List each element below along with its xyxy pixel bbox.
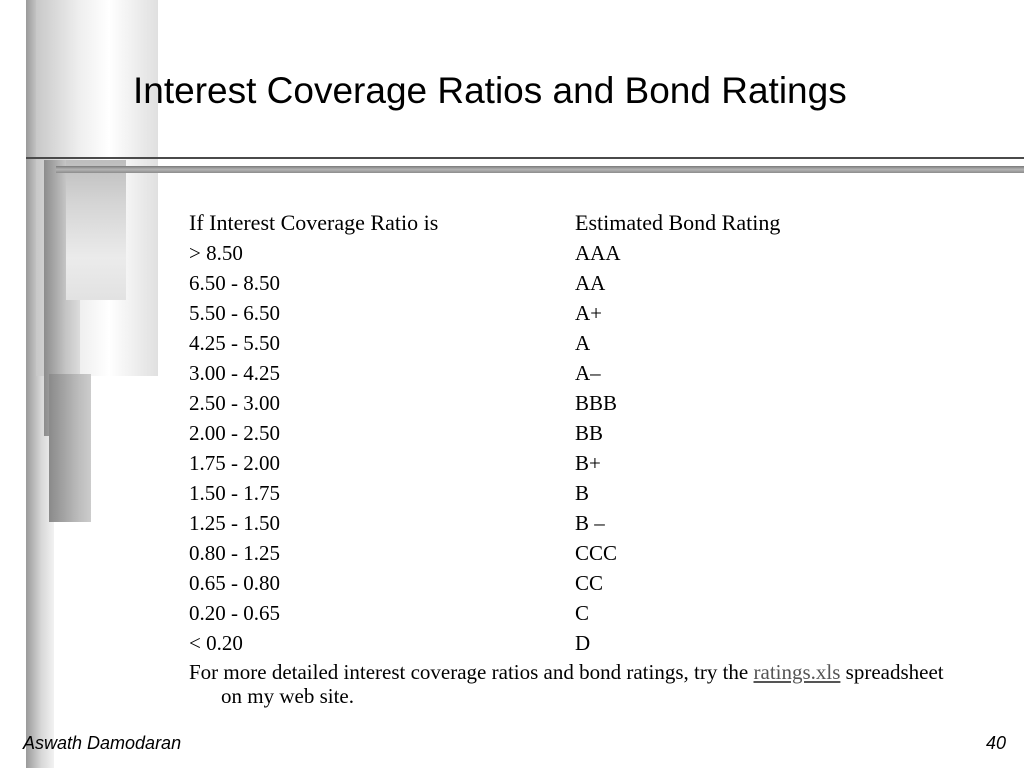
- title-divider-thick: [56, 166, 1024, 173]
- table-row: [189, 268, 989, 298]
- bond-rating: C: [575, 601, 590, 625]
- table-row: [189, 448, 989, 478]
- table-row: [189, 478, 989, 508]
- page-number: 40: [985, 733, 1006, 753]
- bond-rating: A+: [575, 301, 603, 325]
- coverage-range: > 8.50: [189, 241, 243, 265]
- bond-rating: A: [575, 331, 591, 355]
- table-row: [189, 598, 989, 628]
- title-divider: [26, 157, 1024, 159]
- bond-rating: B –: [575, 511, 605, 535]
- bond-rating: CC: [575, 571, 604, 595]
- table-row: [189, 418, 989, 448]
- table-row: [189, 358, 989, 388]
- coverage-range: 4.25 - 5.50: [189, 331, 280, 355]
- coverage-range: 0.20 - 0.65: [189, 601, 280, 625]
- bond-rating: A–: [575, 361, 601, 385]
- bond-rating: CCC: [575, 541, 618, 565]
- bond-rating: BB: [575, 421, 604, 445]
- coverage-range: 5.50 - 6.50: [189, 301, 280, 325]
- table-row: [189, 328, 989, 358]
- table-row: [189, 508, 989, 538]
- decorative-bar: [66, 160, 126, 300]
- coverage-range: 2.00 - 2.50: [189, 421, 280, 445]
- coverage-range: 6.50 - 8.50: [189, 271, 280, 295]
- coverage-range: 2.50 - 3.00: [189, 391, 280, 415]
- table-row: [189, 238, 989, 268]
- footer-author: Aswath Damodaran: [23, 733, 182, 753]
- coverage-range: 1.75 - 2.00: [189, 451, 280, 475]
- slide-title: Interest Coverage Ratios and Bond Ratings: [133, 70, 847, 111]
- bond-rating: AA: [575, 271, 606, 295]
- coverage-range: 1.25 - 1.50: [189, 511, 280, 535]
- bond-rating: B+: [575, 451, 601, 475]
- coverage-range: 0.65 - 0.80: [189, 571, 280, 595]
- ratings-xls-link[interactable]: ratings.xls: [753, 660, 841, 684]
- header-bond-rating: Estimated Bond Rating: [575, 210, 781, 235]
- footnote: [189, 660, 961, 708]
- table-row: [189, 388, 989, 418]
- header-coverage-ratio: If Interest Coverage Ratio is: [189, 210, 439, 235]
- table-row: [189, 568, 989, 598]
- bond-rating: AAA: [575, 241, 621, 265]
- coverage-range: 3.00 - 4.25: [189, 361, 280, 385]
- bond-rating: B: [575, 481, 590, 505]
- table-row: [189, 298, 989, 328]
- table-header: [189, 208, 989, 238]
- footnote-prefix: For more detailed interest coverage ratios and bond ratings, try the: [189, 660, 754, 684]
- bond-rating: BBB: [575, 391, 618, 415]
- table-row: [189, 538, 989, 568]
- decorative-bar: [49, 374, 91, 522]
- coverage-range: < 0.20: [189, 631, 243, 655]
- bond-rating: D: [575, 631, 591, 655]
- rating-table: [189, 208, 989, 708]
- coverage-range: 0.80 - 1.25: [189, 541, 280, 565]
- coverage-range: 1.50 - 1.75: [189, 481, 280, 505]
- table-row: [189, 628, 989, 658]
- footnote-suffix: spreadsheet on my web site.: [221, 660, 944, 708]
- table-body: [189, 238, 989, 658]
